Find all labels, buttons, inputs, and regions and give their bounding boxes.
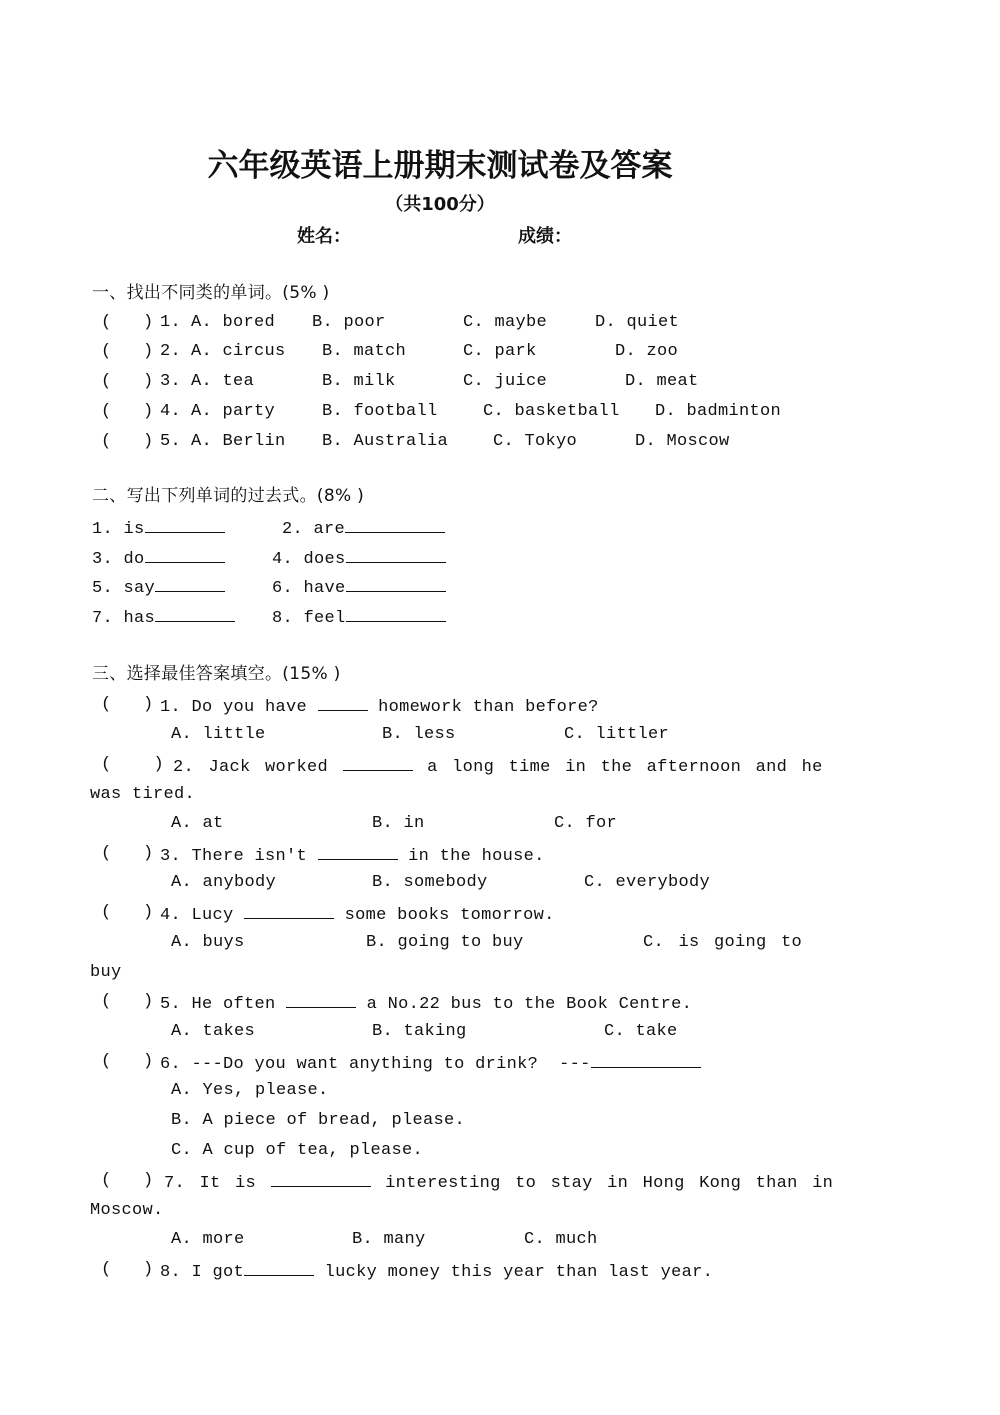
option-a: A. anybody xyxy=(171,873,277,892)
answer-blank[interactable] xyxy=(343,754,413,771)
option-a: A. at xyxy=(171,814,224,833)
answer-blank[interactable] xyxy=(346,546,446,563)
answer-blank[interactable] xyxy=(346,605,446,622)
answer-paren[interactable]: ( ) xyxy=(101,432,154,451)
answer-blank[interactable] xyxy=(318,843,398,860)
option-c: C. everybody xyxy=(584,873,711,892)
option-b: B. in xyxy=(372,814,425,833)
past-tense-item-4: 4. does xyxy=(272,546,446,571)
option-c: C. much xyxy=(524,1230,598,1249)
answer-blank[interactable] xyxy=(345,516,445,533)
option-a: A. more xyxy=(171,1230,245,1249)
answer-blank[interactable] xyxy=(286,991,356,1008)
answer-blank[interactable] xyxy=(244,902,334,919)
answer-paren[interactable]: ( ) xyxy=(101,1260,154,1279)
option-c: C. take xyxy=(604,1022,678,1041)
section1-heading: 一、找出不同类的单词。(5% ) xyxy=(92,283,330,303)
answer-paren[interactable]: ( ) xyxy=(101,844,154,863)
option-c: C. A cup of tea, please. xyxy=(171,1141,424,1160)
option-b: B. somebody xyxy=(372,873,488,892)
answer-blank[interactable] xyxy=(244,1259,314,1276)
answer-paren[interactable]: ( ) xyxy=(101,402,154,421)
option-c: C. for xyxy=(554,814,618,833)
answer-paren[interactable]: ( ) xyxy=(101,313,154,332)
option-a: A. Yes, please. xyxy=(171,1081,329,1100)
past-tense-item-7: 7. has xyxy=(92,605,235,630)
past-tense-item-5: 5. say xyxy=(92,575,225,600)
answer-blank[interactable] xyxy=(145,516,225,533)
answer-paren[interactable]: ( ) xyxy=(101,1171,154,1190)
answer-blank[interactable] xyxy=(145,546,225,563)
past-tense-item-1: 1. is xyxy=(92,516,225,541)
answer-paren[interactable]: ( ) xyxy=(101,755,165,774)
answer-paren[interactable]: ( ) xyxy=(101,342,154,361)
option-a: A. little xyxy=(171,725,266,744)
option-b: B. A piece of bread, please. xyxy=(171,1111,466,1130)
answer-paren[interactable]: ( ) xyxy=(101,1052,154,1071)
option-a: A. takes xyxy=(171,1022,256,1041)
section3-heading: 三、选择最佳答案填空。(15% ) xyxy=(92,664,341,684)
name-label: 姓名： xyxy=(297,226,351,247)
past-tense-item-6: 6. have xyxy=(272,575,446,600)
total-score-note: （共100分） xyxy=(385,194,495,215)
section2-heading: 二、写出下列单词的过去式。(8% ) xyxy=(92,486,365,506)
option-b: B. going to buy xyxy=(366,933,524,952)
answer-paren[interactable]: ( ) xyxy=(101,695,154,714)
answer-blank[interactable] xyxy=(271,1170,371,1187)
past-tense-item-3: 3. do xyxy=(92,546,225,571)
option-b: B. less xyxy=(382,725,456,744)
exam-page: 六年级英语上册期末测试卷及答案 （共100分） 姓名： 成绩： 一、找出不同类的单词。(5% ) ( ) 1. A. bored B. poor C. maybe D. quiet ( ) 2. A. circus B. match C. park D. zoo ( ) 3. A. tea B. milk C. juice D. meat ( ) 4. A. party B. football C. basketball D. badminton ( ) 5. A. Berlin B. Australia C. Tokyo D. Moscow 二、写出下列单词的过去式。(8% ) 1. is 2. are 3. do 4. does 5. say 6. have 7. has 8. feel 三、选择最佳答案填空。(15% ) ( ) 1. Do you have homework than before? A. little B. less C. littler ( ) 2. Jack worked a long time in the afternoon and he was tired. A. at B. in C. for ( ) 3. There isn't in the house. A. anybody B. somebody C. everybody ( ) 4. Lucy some books tomorrow. A. buys B. going to buy C. is going to buy ( ) 5. He often a No.22 bus to the Book Centre. A. takes B. taking C. take ( ) 6. ---Do you want anything to drink? --- A. Yes, please. B. A piece of bread, please. C. A cup of tea, please. ( ) 7. It is interesting to stay in Hong Kong than in Moscow. A. more B. many C. much ( ) 8. I got lucky money this year than last year. xyxy=(0,0,1000,1415)
score-label: 成绩： xyxy=(518,226,572,247)
answer-blank[interactable] xyxy=(591,1051,701,1068)
option-c: C. is going to xyxy=(643,933,803,952)
option-a: A. buys xyxy=(171,933,245,952)
option-c: C. littler xyxy=(564,725,670,744)
answer-paren[interactable]: ( ) xyxy=(101,372,154,391)
past-tense-item-8: 8. feel xyxy=(272,605,446,630)
answer-blank[interactable] xyxy=(155,575,225,592)
page-title: 六年级英语上册期末测试卷及答案 xyxy=(207,148,673,184)
answer-blank[interactable] xyxy=(318,694,368,711)
answer-blank[interactable] xyxy=(346,575,446,592)
answer-blank[interactable] xyxy=(155,605,235,622)
answer-paren[interactable]: ( ) xyxy=(101,992,154,1011)
past-tense-item-2: 2. are xyxy=(282,516,445,541)
option-b: B. many xyxy=(352,1230,426,1249)
answer-paren[interactable]: ( ) xyxy=(101,903,154,922)
option-b: B. taking xyxy=(372,1022,467,1041)
